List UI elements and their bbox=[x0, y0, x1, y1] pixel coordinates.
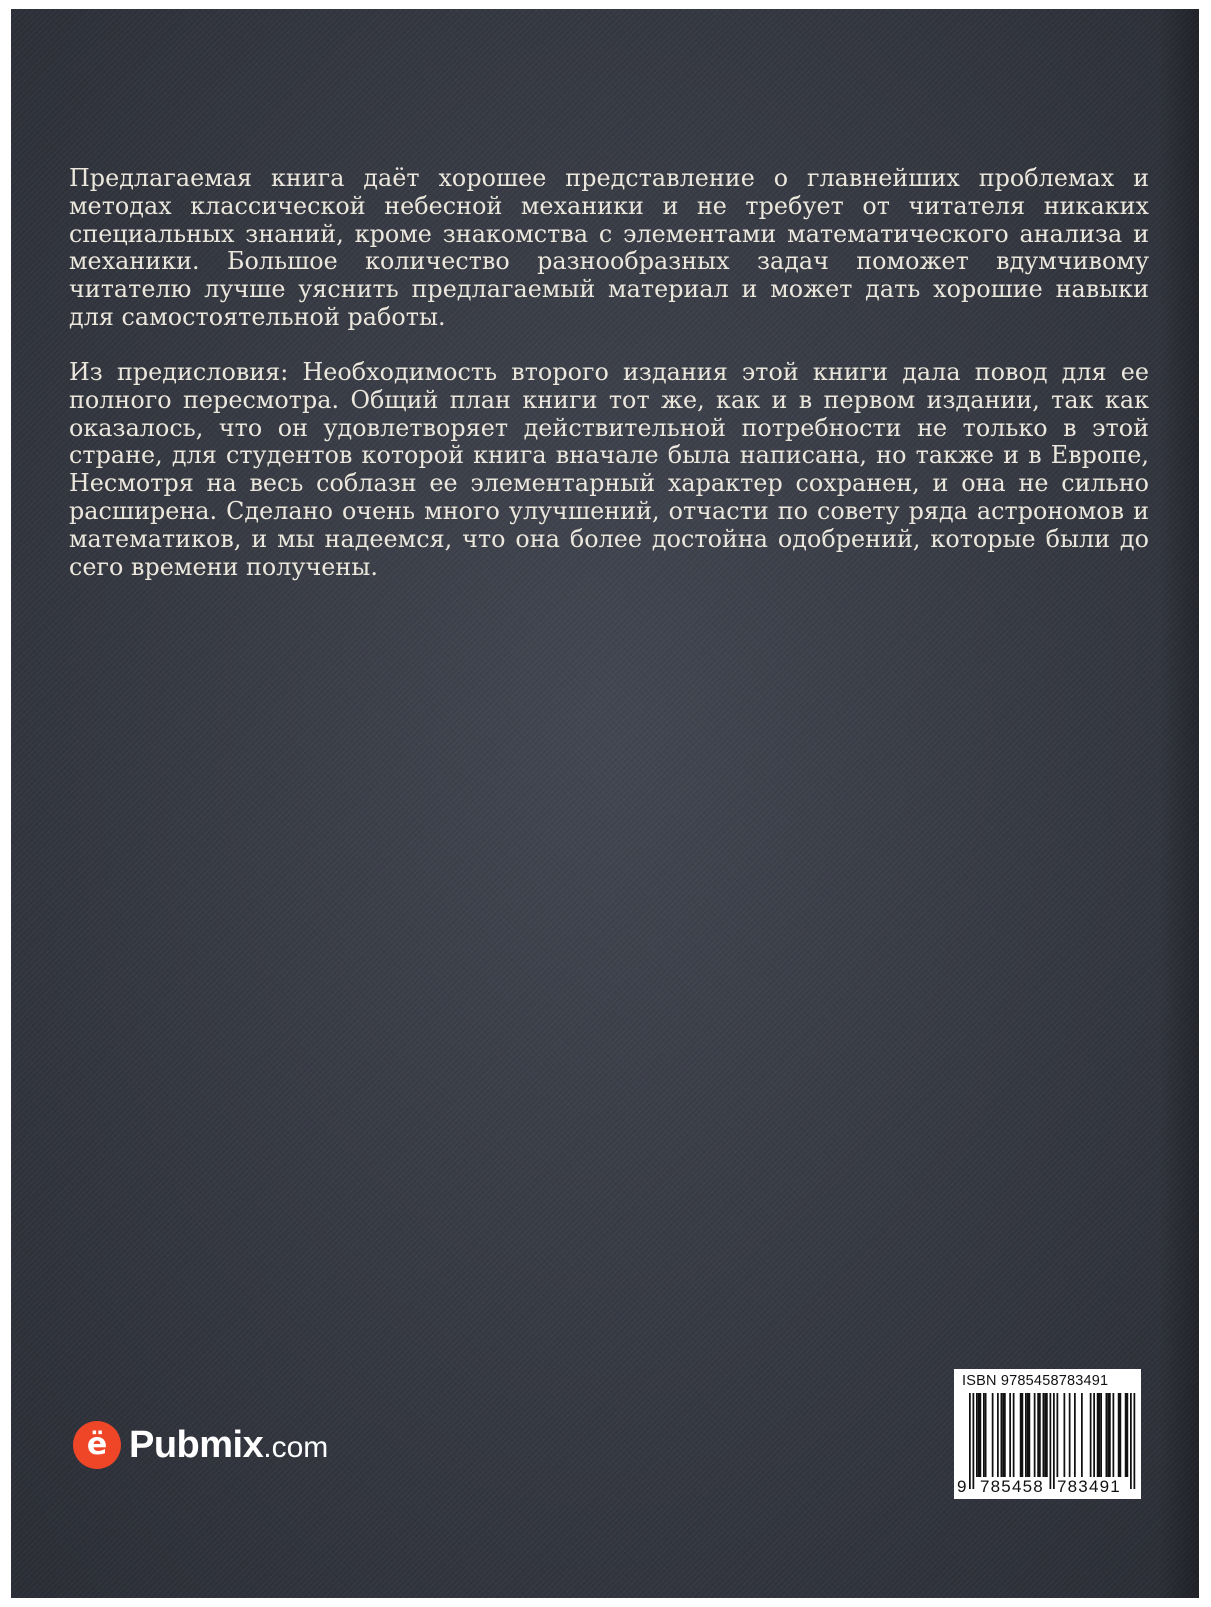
barcode-digits bbox=[954, 1477, 1141, 1497]
barcode-bar bbox=[997, 1393, 999, 1477]
barcode-guard-bar bbox=[1134, 1393, 1136, 1489]
barcode-bar bbox=[1069, 1393, 1071, 1477]
barcode-bar bbox=[978, 1393, 980, 1477]
barcode-bar bbox=[1001, 1393, 1003, 1477]
barcode-guard-bar bbox=[1053, 1393, 1055, 1489]
barcode-bar bbox=[976, 1393, 978, 1477]
barcode-bar bbox=[1025, 1393, 1027, 1477]
barcode-bar bbox=[1090, 1393, 1092, 1477]
barcode-bar bbox=[1100, 1393, 1102, 1477]
barcode-bar bbox=[1120, 1393, 1122, 1477]
barcode-bar bbox=[1097, 1393, 1099, 1477]
barcode-digits-right: 783491 bbox=[1057, 1477, 1121, 1496]
barcode-bar bbox=[985, 1393, 987, 1477]
barcode-bar bbox=[1099, 1393, 1101, 1477]
description-paragraph: Предлагаемая книга даёт хорошее представление о главнейших проблемах и методах классической небесной механики и не требует от читателя никаких специальных знаний, кроме знакомства с элементами математического анализа и механики. Большое количество разнообразных задач поможет вдумчивому читателю лучше уяснить предлагаемый материал и может дать хорошие навыки для самостоятельной работы. bbox=[69, 164, 1149, 331]
barcode-guard-bar bbox=[1130, 1393, 1132, 1489]
barcode-bar bbox=[1020, 1393, 1022, 1477]
publisher-domain: .com bbox=[263, 1430, 329, 1464]
barcode-bar bbox=[1022, 1393, 1024, 1477]
barcode-bar bbox=[983, 1393, 985, 1477]
barcode-bar bbox=[1118, 1393, 1120, 1477]
barcode-bar bbox=[1109, 1393, 1111, 1477]
barcode-bar bbox=[1004, 1393, 1006, 1477]
barcode-bar bbox=[1013, 1393, 1015, 1477]
publisher-name: Pubmix bbox=[129, 1423, 264, 1466]
barcode-bar bbox=[1057, 1393, 1059, 1477]
barcode-digit-first: 9 bbox=[957, 1477, 967, 1496]
publisher-logo bbox=[73, 1420, 328, 1470]
barcode-bar bbox=[1113, 1393, 1115, 1477]
isbn-label: ISBN 9785458783491 bbox=[962, 1373, 1109, 1389]
barcode-bar bbox=[1044, 1393, 1046, 1477]
preface-excerpt-paragraph: Из предисловия: Необходимость второго издания этой книги дала повод для ее полного пересмотра. Общий план книги тот же, как и в первом издании, так как оказалось, что он удовлетворяет действительной потребности не только в этой стране, для студентов которой книга вначале была написана, но также и в Европе, Несмотря на весь соблазн ее элементарный характер сохранен, и она не сильно расширена. Сделано очень много улучшений, отчасти по совету ряда астрономов и математиков, и мы надеемся, что она более достойна одобрений, которые были до сего времени получены. bbox=[69, 358, 1149, 581]
barcode-guard-bar bbox=[969, 1393, 971, 1489]
barcode-bar bbox=[1043, 1393, 1045, 1477]
barcode-bar bbox=[1037, 1393, 1039, 1477]
barcode-bar bbox=[1107, 1393, 1109, 1477]
barcode-bar bbox=[1002, 1393, 1004, 1477]
barcode-guard-bar bbox=[973, 1393, 975, 1489]
barcode-bar bbox=[1125, 1393, 1127, 1477]
barcode-bar bbox=[1127, 1393, 1129, 1477]
barcode-bar bbox=[1046, 1393, 1048, 1477]
isbn-barcode bbox=[954, 1369, 1141, 1499]
barcode-bar bbox=[1074, 1393, 1076, 1477]
barcode-bar bbox=[1106, 1393, 1108, 1477]
barcode-bar bbox=[1027, 1393, 1029, 1477]
barcode-bar bbox=[1039, 1393, 1041, 1477]
publisher-logo-icon: ё bbox=[73, 1421, 121, 1469]
barcode-bar bbox=[1093, 1393, 1095, 1477]
barcode-bar bbox=[1029, 1393, 1031, 1477]
barcode-bar bbox=[1009, 1393, 1011, 1477]
barcode-guard-bar bbox=[1050, 1393, 1052, 1489]
barcode-bar bbox=[1081, 1393, 1083, 1477]
barcode-bar bbox=[980, 1393, 982, 1477]
barcode-bar bbox=[992, 1393, 994, 1477]
barcode-digits-left: 785458 bbox=[980, 1477, 1044, 1496]
barcode-bar bbox=[1064, 1393, 1066, 1477]
barcode-bar bbox=[1034, 1393, 1036, 1477]
back-cover bbox=[11, 9, 1199, 1598]
